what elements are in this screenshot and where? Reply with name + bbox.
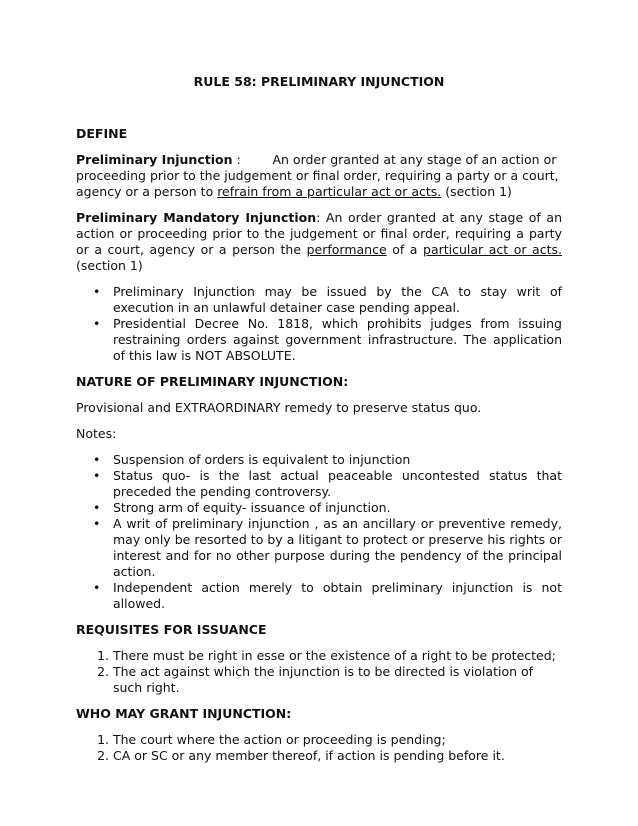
pmi-text-2: of a xyxy=(386,242,424,257)
pi-text-2: (section 1) xyxy=(441,184,512,199)
define-heading: DEFINE xyxy=(76,126,128,141)
bullet-icon: • xyxy=(93,468,101,483)
list-item: • A writ of preliminary injunction , as an ancillary or preventive remedy, may only be resorted to by a litigant to protect or preserve his rights or interest and for no other purpose during the pendency of the principal action. xyxy=(93,516,562,579)
notes-label: Notes: xyxy=(76,426,117,441)
list-item: 1. There must be right in esse or the existence of a right to be protected; xyxy=(113,648,562,664)
list-item: • Independent action merely to obtain preliminary injunction is not allowed. xyxy=(93,580,562,611)
pmi-term: Preliminary Mandatory Injunction xyxy=(76,210,317,225)
nature-text: Provisional and EXTRAORDINARY remedy to preserve status quo. xyxy=(76,400,482,415)
preliminary-injunction-definition xyxy=(76,152,562,200)
pmi-text-1: : An order granted at any stage of an action or proceeding prior to the judgement or final order, requiring a party or a court, agency or a person the xyxy=(76,210,562,257)
pi-underlined: refrain from a particular act or acts. xyxy=(217,184,442,199)
bullet-icon: • xyxy=(93,316,101,331)
who-heading: WHO MAY GRANT INJUNCTION: xyxy=(76,706,292,721)
pmi-text-3: (section 1) xyxy=(76,258,143,273)
pi-separator: : xyxy=(232,152,273,167)
list-item: 2. The act against which the injunction is to be directed is violation of such right. xyxy=(113,664,562,696)
define-bullet-list xyxy=(76,284,562,364)
preliminary-mandatory-injunction-definition xyxy=(76,210,562,274)
who-list xyxy=(76,732,562,764)
bullet-icon: • xyxy=(93,580,101,595)
bullet-icon: • xyxy=(93,500,101,515)
pi-term: Preliminary Injunction xyxy=(76,152,233,167)
list-item: 1. The court where the action or proceeding is pending; xyxy=(113,732,562,748)
requisites-list xyxy=(76,648,562,696)
bullet-icon: • xyxy=(93,284,101,299)
requisites-heading: REQUISITES FOR ISSUANCE xyxy=(76,622,267,637)
page-title: RULE 58: PRELIMINARY INJUNCTION xyxy=(193,74,445,89)
list-item: • Presidential Decree No. 1818, which prohibits judges from issuing restraining orders against government infrastructure. The application of this law is NOT ABSOLUTE. xyxy=(93,316,562,363)
list-item: • Suspension of orders is equivalent to injunction xyxy=(93,452,411,467)
notes-bullet-list xyxy=(76,452,562,612)
list-item: • Strong arm of equity- issuance of injunction. xyxy=(93,500,391,515)
bullet-icon: • xyxy=(93,516,101,531)
pmi-underlined-2: particular act or acts. xyxy=(423,242,562,257)
document-body xyxy=(76,126,562,774)
pi-text-1: An order granted at any stage of an action or proceeding prior to the judgement or final order, requiring a party or a court, agency or a person to xyxy=(76,152,559,199)
list-item: 2. CA or SC or any member thereof, if action is pending before it. xyxy=(113,748,562,764)
bullet-icon: • xyxy=(93,452,101,467)
list-item: • Status quo- is the last actual peaceable uncontested status that preceded the pending controversy. xyxy=(93,468,562,499)
list-item: • Preliminary Injunction may be issued by the CA to stay writ of execution in an unlawful detainer case pending appeal. xyxy=(93,284,562,315)
nature-heading: NATURE OF PRELIMINARY INJUNCTION: xyxy=(76,374,349,389)
pmi-underlined-1: performance xyxy=(306,242,387,257)
